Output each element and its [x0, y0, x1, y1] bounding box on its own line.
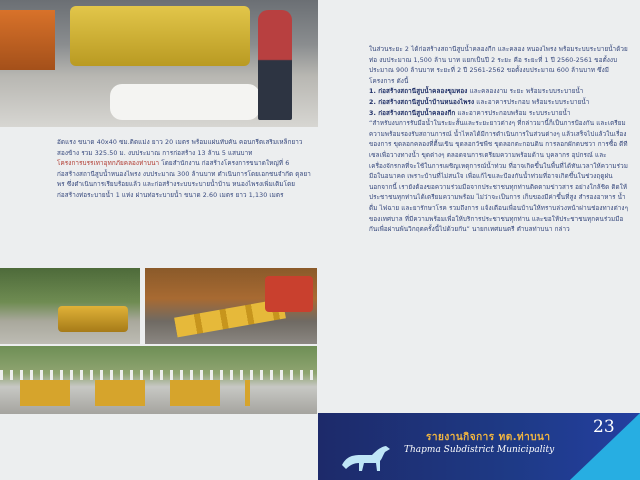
- list-item-title: 1. ก่อสร้างสถานีสูบน้ำคลองขุมทอง: [369, 88, 468, 96]
- paragraph: อัดแรง ขนาด 40x40 ซม.ติดแม่ง ยาว 20 เมตร พร้อมแผ่นทับคัน คอนกรีตเสริมเหล็กยาวสองข้าง รวม 325.50 ม. งบประมาณ การก่อสร้าง 13 ล้าน 5 แสนบาท: [57, 139, 303, 157]
- truck-shape: [0, 10, 55, 70]
- pump-machine-shape: [70, 6, 250, 66]
- paragraph-text: โดยสำนักงาน ก่อสร้างโครงการขนาดใหญ่ที่ 6 ก่อสร้างสถานีสูบน้ำหนองไพรง งบประมาณ 300 ล้านบาท ดำเนินการโดยเอกชนจำกัด ดุลยาพร ซึ่งดำเนินการเรียบร้อยแล้ว และก่อสร้างระบบระบายน้ำบ้าน หนองไพรงเพิ่มเติมโดยก่อสร้างท่อระบายน้ำ 1 แห่ง ผ่านท่อระบายน้ำ ขนาด 2.60 เมตร ยาว 1,130 เมตร: [57, 160, 311, 199]
- right-text-column: [369, 45, 631, 236]
- list-item: [369, 98, 631, 109]
- pumps-shape: [20, 380, 250, 406]
- list-item-text: และอาคารประกอบ พร้อมระบบระบายน้ำ: [474, 98, 590, 106]
- worker-shape: [258, 10, 292, 120]
- pump-shape: [58, 306, 128, 332]
- footer-title-thai: รายงานกิจการ ทต.ท่าบนา: [426, 432, 551, 443]
- list-item-title: 3. ก่อสร้างสถานีสูบน้ำคลองกีก: [369, 109, 456, 117]
- paragraph: [57, 159, 311, 201]
- quote-paragraph: “สำหรับงบการรับมือน้ำในระยะสั้นและระยะยาวต่างๆ ที่กล่าวมานี้ก็เป็นการป้องกัน และเตรียมความพร้อมรองรับสถานการณ์ น้ำไหลได้มีการดำเนินการในส่วนต่างๆ แล้วเสร็จไปแล้วในเรื่องของการ ขุดลอกคลองที่ตื้นเขิน ขุดลอกวัชพืช ขุดลอกตะกอนดิน การลอกผักตบชวา การซื้อ ดีทีเซลเพื่อวางทางน้ำ ขุดต่างๆ ตลอดจนการเตรียมความพร้อมด้าน บุคลากร อุปกรณ์ และเครื่องจักรกลที่จะใช้ในการเผชิญเหตุการณ์น้ำท่วม ที่อาจเกิดขึ้นในพื้นที่ได้ทันเวลาให้ความร่วมมือในอนาคต เพราะบ้านที่ไม่สนใจ เพื่อแก้ไขและป้องกันน้ำท่วมที่อาจเกิดขึ้นในช่วงฤดูฝน นอกจากนี้ เรายังต้องขอความร่วมมือจากประชาชนทุกท่านติดตามข่าวสาร อย่างใกล้ชิด ติดให้ประชาชนทุกท่านได้เตรียมความพร้อม ไม่ว่าจะเป็นการ เก็บของมีค่าขึ้นที่สูง สำรองอาหาร น้ำดื่ม ไฟฉาย และยารักษาโรค รวมถึงการ แจ้งเตือนเพื่อนบ้านให้ทราบล่วงหน้าผ่านช่องทางต่างๆ ของเทศบาล ที่มีความพร้อมเพื่อให้บริการประชาชนทุกท่าน และขอให้ประชาชนทุกคนร่วมมือกันเพื่อผ่านพ้นวิกฤตครั้งนี้ไปด้วยกัน” นายกเทศมนตรี ตำบลท่าบนา กล่าว: [369, 120, 629, 234]
- sandbags-shape: [110, 84, 260, 120]
- truck-shape: [265, 276, 313, 312]
- fence-shape: [0, 370, 317, 380]
- left-text-column: [57, 138, 311, 202]
- highlight-text: โครงการบรรเทาอุทกภัยคลองท่าบนา: [57, 160, 160, 168]
- list-item: [369, 87, 631, 98]
- list-item-text: และคลองงาม ระยะ พร้อมระบบระบายน้ำ: [467, 88, 584, 96]
- horse-icon: [338, 443, 394, 473]
- photo-pump-station: [0, 268, 140, 344]
- photo-pump-installation: [0, 0, 318, 127]
- list-item-title: 2. ก่อสร้างสถานีสูบน้ำบ้านหนองไพรง: [369, 98, 475, 106]
- photo-pipes: [145, 268, 317, 344]
- footer-title-english: Thapma Subdistrict Municipality: [404, 445, 555, 455]
- intro-paragraph: ในส่วนระยะ 2 ได้ก่อสร้างสถานีสูบน้ำคลองกีก และคลอง หนองไพรง พร้อมระบบระบายน้ำด้วยท่อ งบประมาณ 1,500 ล้าน บาท แยกเป็นปี 2 ระยะ คือ ระยะที่ 1 ปี 2560-2561 ขอตั้งงบประมาณ 900 ล้านบาท ระยะที่ 2 ปี 2561-2562 ขอตั้งงบประมาณ 600 ล้านบาท ซึ่งมีโครงการ ดังนี้: [369, 46, 628, 85]
- page-number: 23: [593, 417, 615, 437]
- list-item-text: และอาคารประกอบพร้อม ระบบระบายน้ำ: [455, 109, 571, 117]
- page-footer: [318, 413, 640, 480]
- photo-pumps-roadside: [0, 346, 317, 414]
- list-item: [369, 109, 631, 120]
